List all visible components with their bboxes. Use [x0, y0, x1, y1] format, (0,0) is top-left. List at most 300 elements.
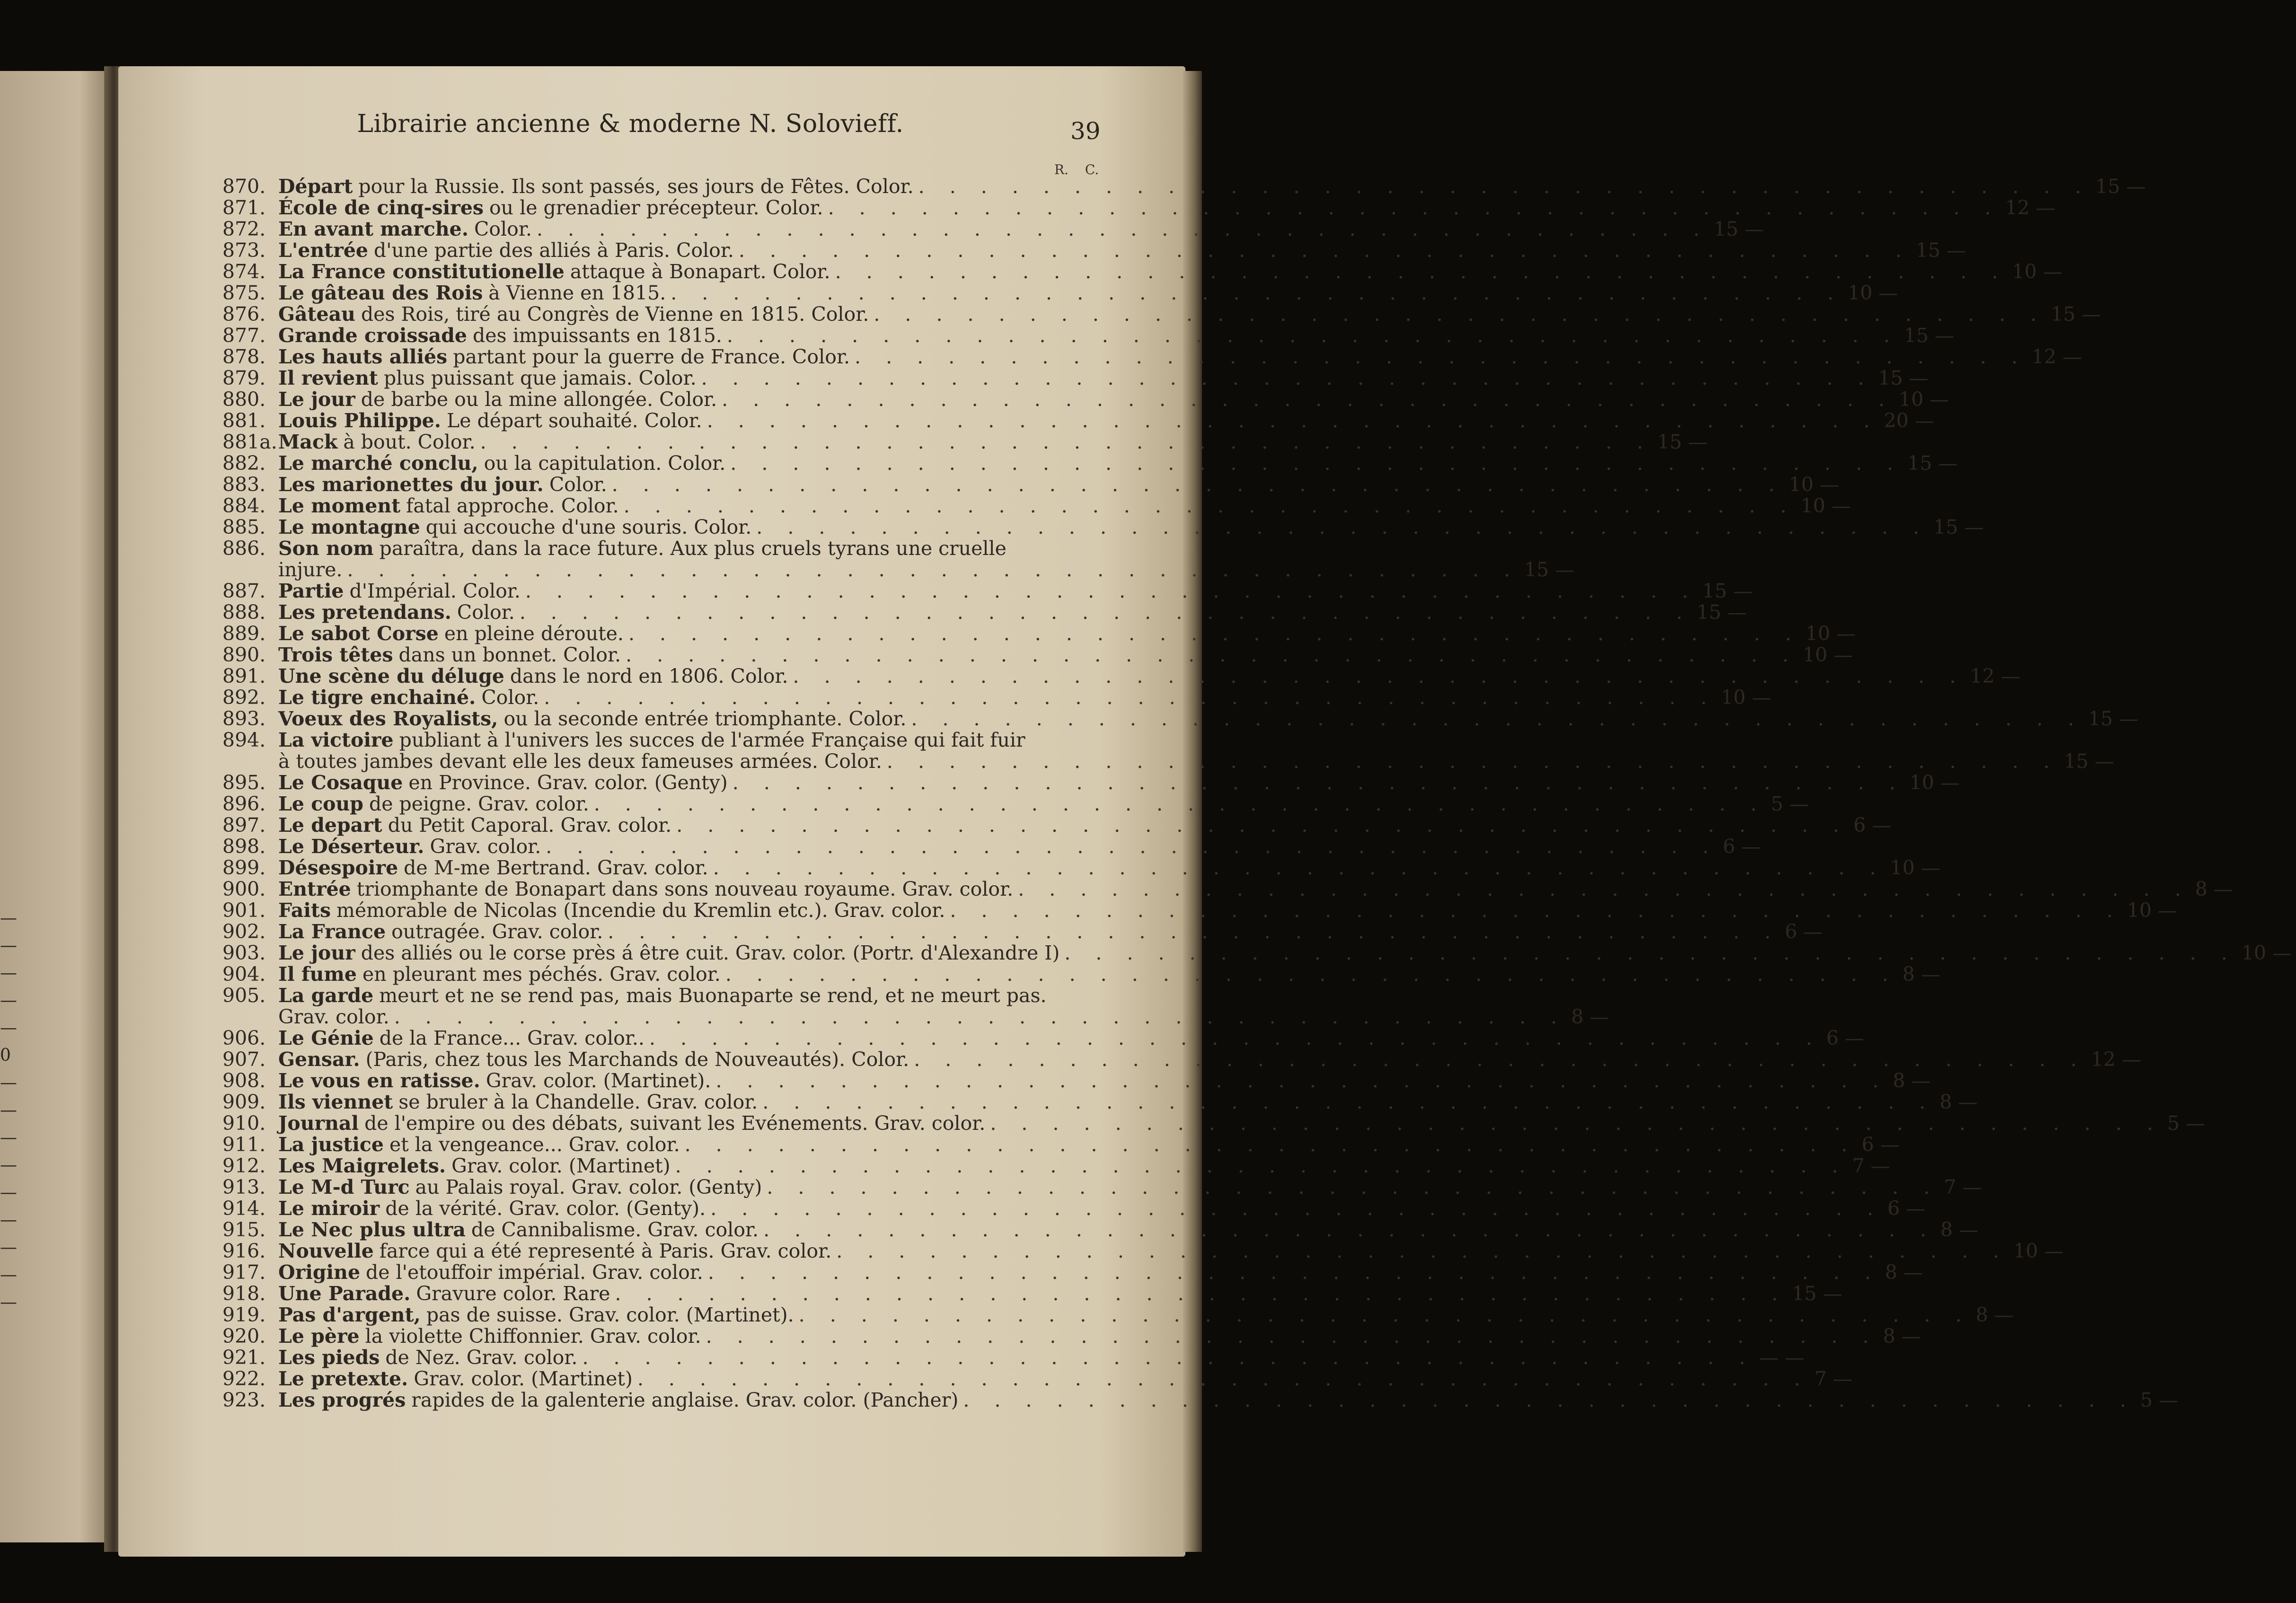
leader-dots: . . . . . . . . . . . . . . . . . . . . . . . . . . . . . . . . . . . . . .	[715, 1069, 1888, 1092]
margin-mark: —	[0, 1210, 17, 1230]
entry-description: Color.	[481, 686, 539, 709]
entry-description: de l'etouffoir impérial. Grav. color.	[366, 1261, 703, 1284]
entry-description: des impuissants en 1815.	[473, 324, 722, 347]
entry-title: La France constitutionelle	[278, 260, 565, 283]
entry-number: 896.	[222, 793, 266, 815]
leader-dots: . . . . . . . . . . . . . . . . . . . . . . . . . . . . . . . . . . . . . .	[701, 367, 1874, 389]
entry-continuation: injure.	[278, 558, 343, 581]
entry-price: 10 —	[1801, 494, 1851, 517]
entry-title: Son nom	[278, 537, 374, 560]
entry-title: Origine	[278, 1261, 361, 1284]
entry-number: 873.	[222, 239, 266, 262]
entry-price: 12 —	[2091, 1048, 2141, 1071]
entry-price: 15 —	[1933, 516, 1984, 538]
entry-title: Louis Philippe.	[278, 409, 441, 432]
entry-description: dans un bonnet. Color.	[398, 643, 621, 666]
entry-number: 877.	[222, 324, 266, 347]
entry-price: 10 —	[1847, 282, 1898, 304]
entry-price: 10 —	[2241, 942, 2292, 964]
entry-description: rapides de la galenterie anglaise. Grav. color. (Pancher)	[411, 1389, 959, 1411]
catalog-entry	[222, 643, 1853, 666]
entry-title: Nouvelle	[278, 1240, 374, 1262]
entry-number: 894.	[222, 729, 266, 751]
leader-dots: . . . . . . . . . . . . . . . . . . . . . . . . . . . . . . . . . . . . . .	[738, 239, 1911, 262]
entry-title: Voeux des Royalists,	[278, 707, 498, 730]
margin-mark: —	[0, 1293, 17, 1312]
entry-price: 8 —	[1883, 1325, 1921, 1348]
catalog-entry	[222, 345, 2082, 368]
catalog-entry	[222, 899, 2178, 922]
entry-price: 15 —	[1696, 601, 1747, 624]
entry-description: Color.	[457, 601, 515, 624]
entry-description: en pleine déroute.	[444, 622, 624, 645]
entry-description: d'Impérial. Color.	[349, 580, 521, 602]
leader-dots: . . . . . . . . . . . . . . . . . . . . . . . . . . . . . . . . . . . . . .	[762, 1091, 1935, 1113]
entry-number: 880.	[222, 388, 266, 411]
entry-price: 10 —	[1721, 686, 1771, 709]
entry-price: 8 —	[1571, 1005, 1609, 1028]
entry-title: Journal	[278, 1112, 359, 1135]
entry-title: Les marionettes du jour.	[278, 473, 544, 496]
entry-title: Départ	[278, 175, 353, 198]
leader-dots: . . . . . . . . . . . . . . . . . . . . . . . . . . . . . . . . . . . . . .	[835, 260, 2008, 283]
entry-number: 917.	[222, 1261, 266, 1284]
leader-dots: . . . . . . . . . . . . . . . . . . . . . . . . . . . . . . . . . . . . . .	[608, 920, 1780, 943]
entry-price: 15 —	[1524, 558, 1575, 581]
entry-title: Le depart	[278, 814, 382, 837]
entry-number: 891.	[222, 665, 266, 687]
page-number: 39	[1070, 117, 1101, 145]
catalog-entry	[222, 1304, 2014, 1326]
entry-number: 906.	[222, 1027, 266, 1049]
entry-price: — —	[1759, 1346, 1804, 1369]
entry-price: 15 —	[1916, 239, 1966, 262]
entry-number: 901.	[222, 899, 266, 922]
entry-price: 15 —	[2088, 707, 2139, 730]
leader-dots: . . . . . . . . . . . . . . . . . . . . . . . . . . . . . . . . . . . . . .	[914, 1048, 2086, 1071]
entry-description: de M-me Bertrand. Grav. color.	[404, 856, 708, 879]
catalog-entry	[222, 260, 2063, 283]
leader-dots: . . . . . . . . . . . . . . . . . . . . . . . . . . . . . . . . . . . . . .	[671, 282, 1843, 304]
entry-description: publiant à l'univers les succes de l'armée Française qui fait fuir	[399, 729, 1025, 751]
entry-number: 916.	[222, 1240, 266, 1262]
entry-title: Le miroir	[278, 1197, 380, 1220]
leader-dots: . . . . . . . . . . . . . . . . . . . . . . . . . . . . . . . . . . . . . .	[544, 686, 1716, 709]
entry-description: de barbe ou la mine allongée. Color.	[361, 388, 717, 411]
catalog-entry	[222, 1154, 1890, 1177]
entry-description: à Vienne en 1815.	[488, 282, 666, 304]
catalog-entry	[222, 1091, 1978, 1113]
leader-dots: . . . . . . . . . . . . . . . . . . . . . . . . . . . . . . . . . . . . . .	[649, 1027, 1822, 1049]
entry-description: de Cannibalisme. Grav. color.	[471, 1218, 759, 1241]
catalog-entry	[222, 878, 2233, 900]
leader-dots: . . . . . . . . . . . . . . . . . . . . . . . . . . . . . . . . . . . . . .	[798, 1304, 1971, 1326]
entry-price: 6 —	[1862, 1133, 1900, 1156]
leader-dots: . . . . . . . . . . . . . . . . . . . . . . . . . . . . . . . . . . . . . .	[763, 1218, 1936, 1241]
catalog-entry	[222, 1346, 1804, 1369]
catalog-entry	[222, 303, 2102, 326]
entry-title: Le Déserteur.	[278, 835, 424, 858]
entry-title: L'entrée	[278, 239, 368, 262]
leader-dots: . . . . . . . . . . . . . . . . . . . . . . . . . . . . . . . . . . . . . .	[347, 558, 1520, 581]
leader-dots: . . . . . . . . . . . . . . . . . . . . . . . . . . . . . . . . . . . . . .	[707, 1261, 1881, 1284]
catalog-entry	[222, 431, 1708, 453]
entry-title: Mack	[278, 431, 338, 453]
entry-title: Une scène du déluge	[278, 665, 504, 687]
leader-dots: . . . . . . . . . . . . . . . . . . . . . . . . . . . . . . . . . . . . . .	[626, 643, 1798, 666]
entry-number: 874.	[222, 260, 266, 283]
entry-title: Le Nec plus ultra	[278, 1218, 466, 1241]
leader-dots: . . . . . . . . . . . . . . . . . . . . . . . . . . . . . . . . . . . . . .	[911, 707, 2084, 730]
leader-dots: . . . . . . . . . . . . . . . . . . . . . . . . . . . . . . . . . . . . . .	[722, 388, 1894, 411]
entry-title: Le jour	[278, 388, 355, 411]
entry-title: Le père	[278, 1325, 360, 1348]
catalog-entry	[222, 516, 1984, 538]
entry-title: En avant marche.	[278, 218, 468, 240]
leader-dots: . . . . . . . . . . . . . . . . . . . . . . . . . . . . . . . . . . . . . .	[886, 750, 2059, 773]
entry-number: 872.	[222, 218, 266, 240]
entry-number: 887.	[222, 580, 266, 602]
leader-dots: . . . . . . . . . . . . . . . . . . . . . . . . . . . . . . . . . . . . . .	[675, 1154, 1848, 1177]
entry-description: des Rois, tiré au Congrès de Vienne en 1815. Color.	[361, 303, 869, 326]
entry-continuation: à toutes jambes devant elle les deux fameuses armées. Color.	[278, 750, 882, 773]
entry-title: Le coup	[278, 793, 363, 815]
entry-title: Pas d'argent,	[278, 1304, 421, 1326]
leader-dots: . . . . . . . . . . . . . . . . . . . . . . . . . . . . . . . . . . . . . .	[394, 1005, 1567, 1028]
entry-number: 905.	[222, 984, 266, 1007]
entry-price: 5 —	[2167, 1112, 2205, 1135]
leader-dots: . . . . . . . . . . . . . . . . . . . . . . . . . . . . . . . . . . . . . .	[855, 345, 2027, 368]
entry-description: Color.	[474, 218, 532, 240]
leader-dots: . . . . . . . . . . . . . . . . . . . . . . . . . . . . . . . . . . . . . .	[676, 814, 1849, 837]
leader-dots: . . . . . . . . . . . . . . . . . . . . . . . . . . . . . . . . . . . . . .	[525, 580, 1698, 602]
leader-dots: . . . . . . . . . . . . . . . . . . . . . . . . . . . . . . . . . . . . . .	[918, 175, 2091, 198]
leader-dots: . . . . . . . . . . . . . . . . . . . . . . . . . . . . . . . . . . . . . .	[713, 856, 1886, 879]
entry-description: outragée. Grav. color.	[391, 920, 603, 943]
leader-dots: . . . . . . . . . . . . . . . . . . . . . . . . . . . . . . . . . . . . . .	[828, 196, 2001, 219]
margin-mark: —	[0, 1018, 17, 1038]
entry-title: Une Parade.	[278, 1282, 411, 1305]
leader-dots: . . . . . . . . . . . . . . . . . . . . . . . . . . . . . . . . . . . . . .	[593, 793, 1766, 815]
catalog-entry	[222, 409, 1934, 432]
entry-continuation: Grav. color.	[278, 1005, 389, 1028]
entry-title: Le M-d Turc	[278, 1176, 410, 1198]
entry-price: 15 —	[1904, 324, 1954, 347]
entry-number: 912.	[222, 1154, 266, 1177]
entry-title: Partie	[278, 580, 344, 602]
entry-price: 7 —	[1943, 1176, 1982, 1198]
catalog-entry	[222, 793, 1809, 815]
catalog-entry	[222, 963, 1941, 986]
catalog-entry	[222, 1197, 1925, 1220]
catalog-entry	[222, 920, 1823, 943]
page-header: Librairie ancienne & moderne N. Solovieff.	[357, 110, 904, 138]
leader-dots: . . . . . . . . . . . . . . . . . . . . . . . . . . . . . . . . . . . . . .	[546, 835, 1718, 858]
entry-description: ou la capitulation. Color.	[484, 452, 726, 475]
entry-number: 883.	[222, 473, 266, 496]
catalog-entry	[222, 1240, 2064, 1262]
catalog-entry	[222, 367, 1929, 389]
entry-price: 12 —	[2005, 196, 2056, 219]
entry-price: 8 —	[1939, 1091, 1978, 1113]
catalog-entry	[222, 218, 1764, 240]
entry-number: 915.	[222, 1218, 266, 1241]
entry-price: 8 —	[1892, 1069, 1931, 1092]
catalog-entry	[222, 729, 2114, 773]
leader-dots: . . . . . . . . . . . . . . . . . . . . . . . . . . . . . . . . . . . . . .	[1018, 878, 2190, 900]
entry-price: 15 —	[2095, 175, 2146, 198]
entry-number: 921.	[222, 1346, 266, 1369]
catalog-entry	[222, 324, 1954, 347]
entry-price: 10 —	[1890, 856, 1941, 879]
entry-price: 15 —	[1702, 580, 1753, 602]
entry-price: 8 —	[1940, 1218, 1978, 1241]
entry-number: 903.	[222, 942, 266, 964]
entry-description: pas de suisse. Grav. color. (Martinet).	[426, 1304, 794, 1326]
entry-title: La France	[278, 920, 386, 943]
entry-number: 902.	[222, 920, 266, 943]
margin-mark: —	[0, 991, 17, 1010]
leader-dots: . . . . . . . . . . . . . . . . . . . . . . . . . . . . . . . . . . . . . .	[1064, 942, 2237, 964]
entry-number: 913.	[222, 1176, 266, 1198]
catalog-entry	[222, 196, 2056, 219]
entry-price: 15 —	[1878, 367, 1929, 389]
facing-page-marks	[0, 908, 19, 1320]
catalog-entry	[222, 835, 1761, 858]
catalog-entry	[222, 1069, 1931, 1092]
catalog-entry	[222, 580, 1753, 602]
catalog-entry	[222, 452, 1958, 475]
leader-dots: . . . . . . . . . . . . . . . . . . . . . . . . . . . . . . . . . . . . . .	[536, 218, 1709, 240]
catalog-entry	[222, 175, 2146, 198]
entry-description: attaque à Bonapart. Color.	[570, 260, 830, 283]
entry-price: 10 —	[1805, 622, 1856, 645]
entry-description: fatal approche. Color.	[406, 494, 619, 517]
entry-number: 876.	[222, 303, 266, 326]
entry-title: Le marché conclu,	[278, 452, 478, 475]
entry-title: Faits	[278, 899, 331, 922]
catalog-entry	[222, 537, 1575, 581]
entry-title: Les progrés	[278, 1389, 406, 1411]
entry-title: Entrée	[278, 878, 351, 900]
entry-price: 10 —	[2012, 260, 2063, 283]
leader-dots: . . . . . . . . . . . . . . . . . . . . . . . . . . . . . . . . . . . . . .	[732, 771, 1905, 794]
entry-description: de la vérité. Grav. color. (Genty).	[385, 1197, 706, 1220]
leader-dots: . . . . . . . . . . . . . . . . . . . . . . . . . . . . . . . . . . . . . .	[730, 452, 1903, 475]
catalog-entry	[222, 686, 1771, 709]
leader-dots: . . . . . . . . . . . . . . . . . . . . . . . . . . . . . . . . . . . . . .	[615, 1282, 1787, 1305]
entry-title: Le gâteau des Rois	[278, 282, 483, 304]
entry-description: triomphante de Bonapart dans sons nouveau royaume. Grav. color.	[356, 878, 1014, 900]
entry-price: 10 —	[1899, 388, 1949, 411]
entry-number: 870.	[222, 175, 266, 198]
entry-price: 6 —	[1784, 920, 1823, 943]
catalog-entry	[222, 494, 1851, 517]
entry-number: 879.	[222, 367, 266, 389]
entry-price: 10 —	[1802, 643, 1853, 666]
catalog-entry	[222, 814, 1891, 837]
entry-description: du Petit Caporal. Grav. color.	[388, 814, 672, 837]
margin-mark: —	[0, 1265, 17, 1285]
entry-price: 8 —	[2195, 878, 2233, 900]
margin-mark: —	[0, 1155, 17, 1175]
entry-number: 892.	[222, 686, 266, 709]
entry-number: 923.	[222, 1389, 266, 1411]
entry-title: Les pieds	[278, 1346, 380, 1369]
entry-description: paraîtra, dans la race future. Aux plus cruels tyrans une cruelle	[379, 537, 1007, 560]
entry-title: Les Maigrelets.	[278, 1154, 446, 1177]
catalog-entry	[222, 1282, 1843, 1305]
entry-number: 914.	[222, 1197, 266, 1220]
entry-number: 908.	[222, 1069, 266, 1092]
entry-title: Les pretendans.	[278, 601, 451, 624]
entry-number: 875.	[222, 282, 266, 304]
entry-title: La justice	[278, 1133, 384, 1156]
leader-dots: . . . . . . . . . . . . . . . . . . . . . . . . . . . . . . . . . . . . . .	[874, 303, 2046, 326]
entry-title: Le tigre enchainé.	[278, 686, 476, 709]
catalog-entry	[222, 1367, 1853, 1390]
entry-price: 6 —	[1826, 1027, 1864, 1049]
leader-dots: . . . . . . . . . . . . . . . . . . . . . . . . . . . . . . . . . . . . . .	[725, 963, 1898, 986]
entry-number: 900.	[222, 878, 266, 900]
entry-title: Désespoire	[278, 856, 398, 879]
entry-number: 895.	[222, 771, 266, 794]
entry-price: 12 —	[1969, 665, 2021, 687]
entry-description: de Nez. Grav. color.	[385, 1346, 578, 1369]
entry-title: Grande croissade	[278, 324, 467, 347]
entry-price: 15 —	[1792, 1282, 1843, 1305]
entry-price: 20 —	[1884, 409, 1934, 432]
catalog-entry	[222, 473, 1839, 496]
entry-price: 8 —	[1976, 1304, 2014, 1326]
entry-description: farce qui a été representé à Paris. Grav. color.	[379, 1240, 832, 1262]
price-columns-label: R. C.	[1054, 162, 1099, 177]
catalog-entry	[222, 707, 2139, 730]
catalog-entry	[222, 601, 1747, 624]
entry-number: 911.	[222, 1133, 266, 1156]
margin-mark: —	[0, 908, 17, 928]
entry-description: de peigne. Grav. color.	[369, 793, 589, 815]
entry-number: 909.	[222, 1091, 266, 1113]
entry-number: 881.	[222, 409, 266, 432]
margin-mark: —	[0, 1238, 17, 1257]
entry-number: 920.	[222, 1325, 266, 1348]
entry-description: au Palais royal. Grav. color. (Genty)	[415, 1176, 762, 1198]
entry-price: 5 —	[1771, 793, 1809, 815]
leader-dots: . . . . . . . . . . . . . . . . . . . . . . . . . . . . . . . . . . . . . .	[480, 431, 1653, 453]
entry-number: 899.	[222, 856, 266, 879]
entry-number: 889.	[222, 622, 266, 645]
leader-dots: . . . . . . . . . . . . . . . . . . . . . . . . . . . . . . . . . . . . . .	[963, 1389, 2136, 1411]
entry-title: Gâteau	[278, 303, 355, 326]
entry-price: 7 —	[1814, 1367, 1853, 1390]
entry-title: Gensar.	[278, 1048, 360, 1071]
entry-price: 15 —	[2050, 303, 2102, 326]
entry-description: (Paris, chez tous les Marchands de Nouveautés). Color.	[365, 1048, 910, 1071]
margin-mark: —	[0, 1183, 17, 1202]
entry-description: ou la seconde entrée triomphante. Color.	[503, 707, 907, 730]
leader-dots: . . . . . . . . . . . . . . . . . . . . . . . . . . . . . . . . . . . . . .	[710, 1197, 1883, 1220]
catalog-entry	[222, 1176, 1982, 1198]
entry-number: 904.	[222, 963, 266, 986]
leader-dots: . . . . . . . . . . . . . . . . . . . . . . . . . . . . . . . . . . . . . .	[706, 409, 1880, 432]
leader-dots: . . . . . . . . . . . . . . . . . . . . . . . . . . . . . . . . . . . . . .	[637, 1367, 1810, 1390]
leader-dots: . . . . . . . . . . . . . . . . . . . . . . . . . . . . . . . . . . . . . .	[726, 324, 1899, 347]
entry-title: Il fume	[278, 963, 357, 986]
catalog-entry	[222, 622, 1856, 645]
entry-number: 885.	[222, 516, 266, 538]
entry-price: 10 —	[1909, 771, 1960, 794]
margin-mark: —	[0, 963, 17, 983]
leader-dots: . . . . . . . . . . . . . . . . . . . . . . . . . . . . . . . . . . . . . .	[628, 622, 1801, 645]
entry-description: en pleurant mes péchés. Grav. color.	[362, 963, 721, 986]
entry-price: 15 —	[1907, 452, 1958, 475]
leader-dots: . . . . . . . . . . . . . . . . . . . . . . . . . . . . . . . . . . . . . .	[519, 601, 1692, 624]
margin-mark: 0	[0, 1046, 11, 1065]
entry-description: dans le nord en 1806. Color.	[510, 665, 788, 687]
catalog-entry	[222, 771, 1960, 794]
entry-number: 918.	[222, 1282, 266, 1305]
entry-number: 897.	[222, 814, 266, 837]
catalog-entry	[222, 282, 1898, 304]
entry-number: 910.	[222, 1112, 266, 1135]
entry-title: Le pretexte.	[278, 1367, 408, 1390]
margin-mark: —	[0, 1073, 17, 1092]
entry-description: plus puissant que jamais. Color.	[383, 367, 697, 389]
entry-title: Le vous en ratisse.	[278, 1069, 480, 1092]
leader-dots: . . . . . . . . . . . . . . . . . . . . . . . . . . . . . . . . . . . . . .	[793, 665, 1965, 687]
leader-dots: . . . . . . . . . . . . . . . . . . . . . . . . . . . . . . . . . . . . . .	[756, 516, 1929, 538]
entry-title: Le montagne	[278, 516, 420, 538]
entry-number: 893.	[222, 707, 266, 730]
entry-price: 15 —	[1657, 431, 1708, 453]
entry-title: La garde	[278, 984, 374, 1007]
entry-price: 15 —	[1713, 218, 1764, 240]
entry-description: Grav. color. (Martinet)	[451, 1154, 671, 1177]
entry-title: Le moment	[278, 494, 401, 517]
entry-title: La victoire	[278, 729, 394, 751]
entry-number: 888.	[222, 601, 266, 624]
catalog-entry	[222, 1325, 1921, 1348]
catalog-entry	[222, 388, 1949, 411]
margin-mark: —	[0, 936, 17, 955]
entry-price: 8 —	[1902, 963, 1941, 986]
catalog-entry	[222, 1112, 2205, 1135]
catalog-entry	[222, 1133, 1900, 1156]
entry-number: 886.	[222, 537, 266, 560]
entry-description: Grav. color.	[430, 835, 541, 858]
entry-description: de la France... Grav. color..	[379, 1027, 645, 1049]
entry-title: Le Cosaque	[278, 771, 403, 794]
catalog-entry	[222, 984, 1609, 1028]
leader-dots: . . . . . . . . . . . . . . . . . . . . . . . . . . . . . . . . . . . . . .	[684, 1133, 1857, 1156]
entry-description: meurt et ne se rend pas, mais Buonaparte se rend, et ne meurt pas.	[379, 984, 1047, 1007]
leader-dots: . . . . . . . . . . . . . . . . . . . . . . . . . . . . . . . . . . . . . .	[582, 1346, 1755, 1369]
entry-description: ou le grenadier précepteur. Color.	[489, 196, 823, 219]
leader-dots: . . . . . . . . . . . . . . . . . . . . . . . . . . . . . . . . . . . . . .	[767, 1176, 1939, 1198]
leader-dots: . . . . . . . . . . . . . . . . . . . . . . . . . . . . . . . . . . . . . .	[611, 473, 1784, 496]
entry-number: 882.	[222, 452, 266, 475]
entry-price: 8 —	[1885, 1261, 1923, 1284]
entry-description: en Province. Grav. color. (Genty)	[408, 771, 728, 794]
margin-mark: —	[0, 1128, 17, 1147]
entry-description: et la vengeance... Grav. color.	[389, 1133, 680, 1156]
entry-number: 922.	[222, 1367, 266, 1390]
entry-price: 7 —	[1852, 1154, 1890, 1177]
entry-price: 6 —	[1853, 814, 1891, 837]
leader-dots: . . . . . . . . . . . . . . . . . . . . . . . . . . . . . . . . . . . . . .	[623, 494, 1796, 517]
catalog-entry	[222, 942, 2292, 964]
